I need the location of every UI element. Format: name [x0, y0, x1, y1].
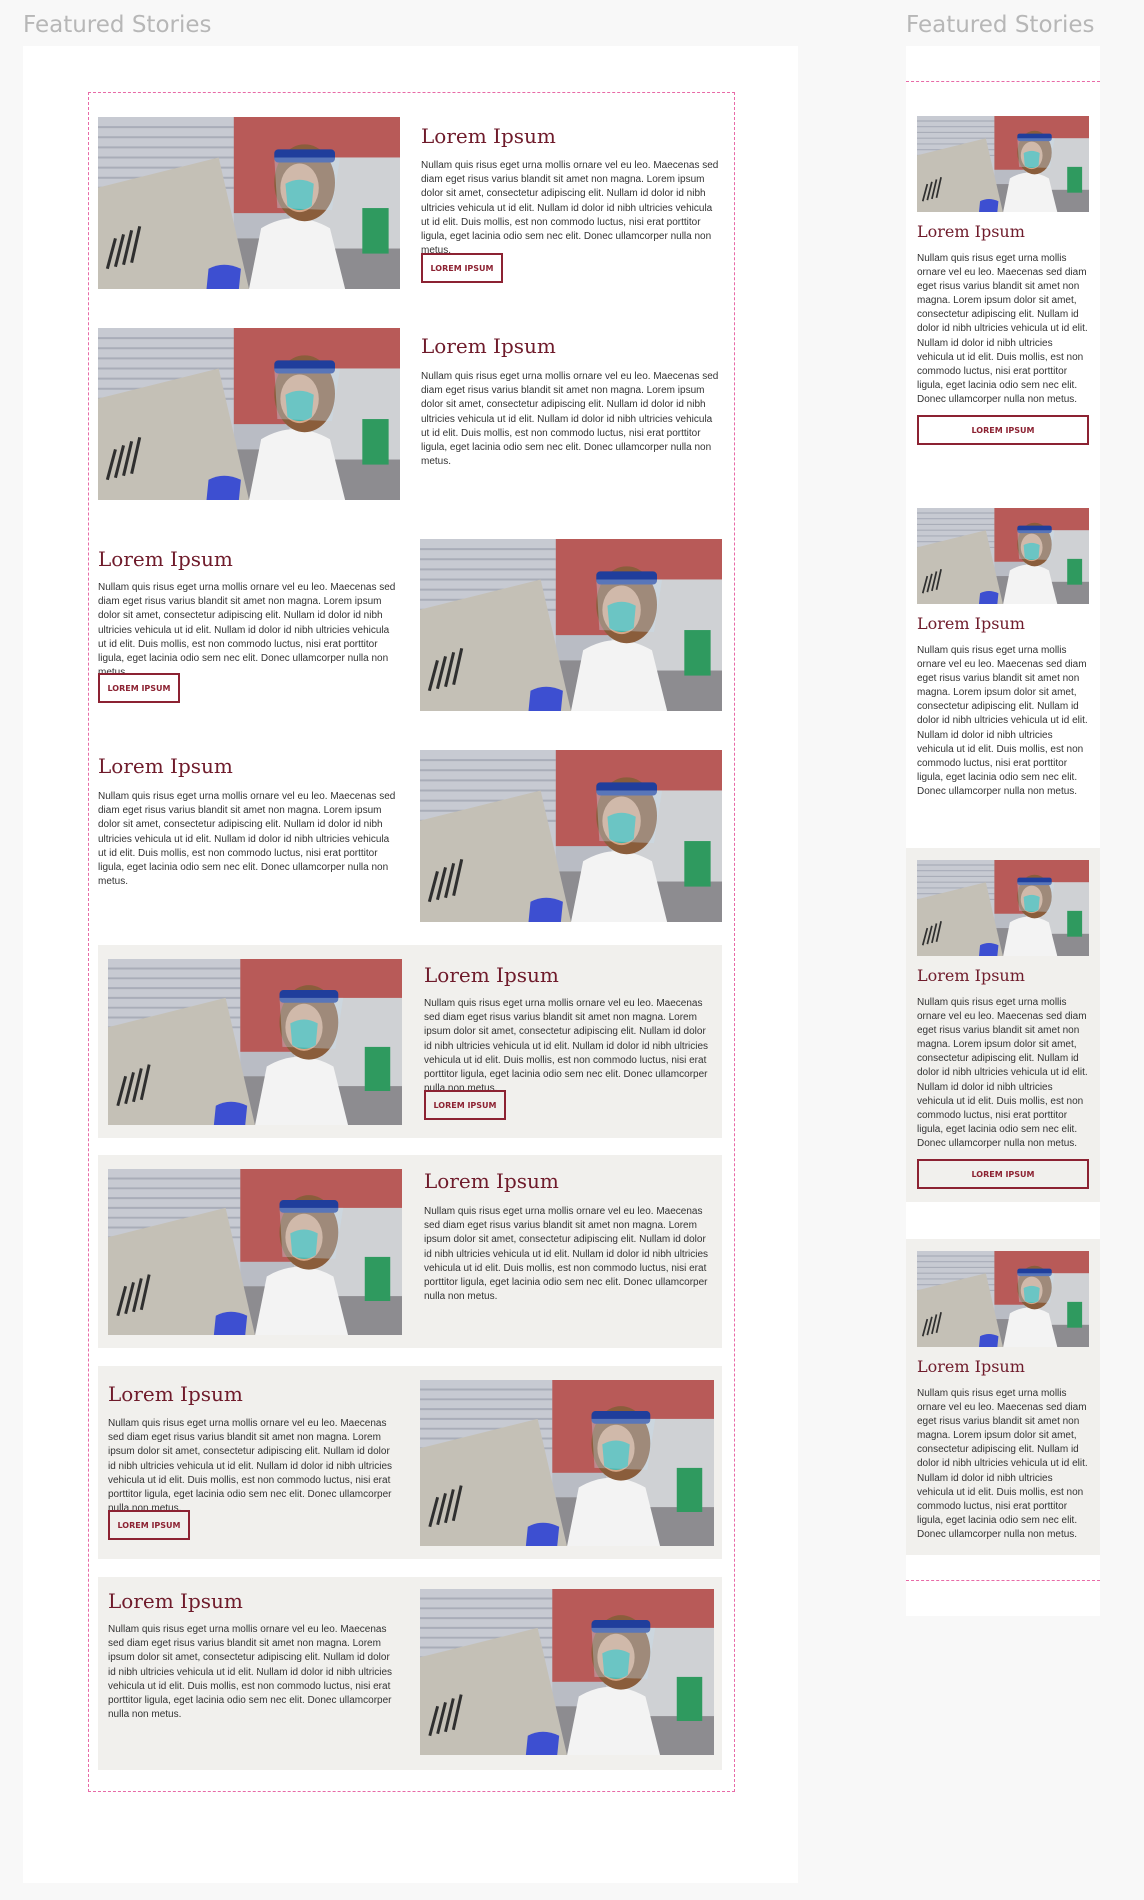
story-image [917, 860, 1089, 956]
story-body: Nullam quis risus eget urna mollis ornare vel eu leo. Maecenas sed diam eget risus varius blandit sit amet non magna. Lorem ipsum dolor sit amet, consectetur adipiscing elit. Nullam id dolor id nibh ultricies vehicula ut id elit. Nullam id dolor id nibh ultricies vehicula ut id elit. Duis mollis, est non commodo luctus, nisi erat porttitor ligula, eget lacinia odio sem nec elit. Donec ullamcorper nulla non metus. [421, 160, 719, 257]
story-body: Nullam quis risus eget urna mollis ornare vel eu leo. Maecenas sed diam eget risus varius blandit sit amet non magna. Lorem ipsum dolor sit amet, consectetur adipiscing elit. Nullam id dolor id nibh ultricies vehicula ut id elit. Nullam id dolor id nibh ultricies vehicula ut id elit. Duis mollis, est non commodo luctus, nisi erat porttitor ligula, eget lacinia odio sem nec elit. Donec ullamcorper nulla non metus. [917, 645, 1088, 797]
story-image [917, 508, 1089, 604]
story-title: Lorem Ipsum [424, 963, 559, 987]
story-image [420, 539, 722, 711]
story-body: Nullam quis risus eget urna mollis ornare vel eu leo. Maecenas sed diam eget risus varius blandit sit amet non magna. Lorem ipsum dolor sit amet, consectetur adipiscing elit. Nullam id dolor id nibh ultricies vehicula ut id elit. Nullam id dolor id nibh ultricies vehicula ut id elit. Duis mollis, est non commodo luctus, nisi erat porttitor ligula, eget lacinia odio sem nec elit. Donec ullamcorper nulla non metus. [108, 1624, 393, 1721]
story-image [420, 1380, 714, 1546]
story-cta-button[interactable]: LOREM IPSUM [424, 1090, 506, 1120]
story-title: Lorem Ipsum [108, 1382, 243, 1406]
mobile-frame-title: Featured Stories [906, 12, 1095, 38]
story-card [906, 116, 1100, 446]
story-card [98, 750, 722, 922]
story-body: Nullam quis risus eget urna mollis ornare vel eu leo. Maecenas sed diam eget risus varius blandit sit amet non magna. Lorem ipsum dolor sit amet, consectetur adipiscing elit. Nullam id dolor id nibh ultricies vehicula ut id elit. Nullam id dolor id nibh ultricies vehicula ut id elit. Duis mollis, est non commodo luctus, nisi erat porttitor ligula, eget lacinia odio sem nec elit. Donec ullamcorper nulla non metus. [108, 1418, 393, 1515]
story-image [108, 959, 402, 1125]
story-card-shaded [98, 945, 722, 1138]
story-title: Lorem Ipsum [421, 334, 556, 358]
story-image [108, 1169, 402, 1335]
story-cta-button[interactable]: LOREM IPSUM [98, 673, 180, 703]
story-title: Lorem Ipsum [424, 1169, 559, 1193]
story-cta-button[interactable]: LOREM IPSUM [917, 1159, 1089, 1189]
story-title: Lorem Ipsum [917, 966, 1025, 985]
story-title: Lorem Ipsum [98, 547, 233, 571]
story-cta-button[interactable]: LOREM IPSUM [108, 1510, 190, 1540]
mobile-bottom-guide [906, 1580, 1100, 1581]
story-title: Lorem Ipsum [108, 1589, 243, 1613]
story-body: Nullam quis risus eget urna mollis ornare vel eu leo. Maecenas sed diam eget risus varius blandit sit amet non magna. Lorem ipsum dolor sit amet, consectetur adipiscing elit. Nullam id dolor id nibh ultricies vehicula ut id elit. Nullam id dolor id nibh ultricies vehicula ut id elit. Duis mollis, est non commodo luctus, nisi erat porttitor ligula, eget lacinia odio sem nec elit. Donec ullamcorper nulla non metus. [917, 1388, 1088, 1540]
story-image [98, 328, 400, 500]
story-card-shaded [98, 1155, 722, 1348]
story-body: Nullam quis risus eget urna mollis ornare vel eu leo. Maecenas sed diam eget risus varius blandit sit amet non magna. Lorem ipsum dolor sit amet, consectetur adipiscing elit. Nullam id dolor id nibh ultricies vehicula ut id elit. Nullam id dolor id nibh ultricies vehicula ut id elit. Duis mollis, est non commodo luctus, nisi erat porttitor ligula, eget lacinia odio sem nec elit. Donec ullamcorper nulla non metus. [424, 998, 709, 1095]
story-title: Lorem Ipsum [917, 1357, 1025, 1376]
story-title: Lorem Ipsum [917, 614, 1025, 633]
story-image [420, 750, 722, 922]
story-body: Nullam quis risus eget urna mollis ornare vel eu leo. Maecenas sed diam eget risus varius blandit sit amet non magna. Lorem ipsum dolor sit amet, consectetur adipiscing elit. Nullam id dolor id nibh ultricies vehicula ut id elit. Nullam id dolor id nibh ultricies vehicula ut id elit. Duis mollis, est non commodo luctus, nisi erat porttitor ligula, eget lacinia odio sem nec elit. Donec ullamcorper nulla non metus. [424, 1206, 709, 1303]
desktop-frame-title: Featured Stories [23, 12, 212, 38]
story-body: Nullam quis risus eget urna mollis ornare vel eu leo. Maecenas sed diam eget risus varius blandit sit amet non magna. Lorem ipsum dolor sit amet, consectetur adipiscing elit. Nullam id dolor id nibh ultricies vehicula ut id elit. Nullam id dolor id nibh ultricies vehicula ut id elit. Duis mollis, est non commodo luctus, nisi erat porttitor ligula, eget lacinia odio sem nec elit. Donec ullamcorper nulla non metus. [98, 582, 396, 679]
story-cta-button[interactable]: LOREM IPSUM [421, 253, 503, 283]
story-card-shaded [98, 1366, 722, 1559]
story-body: Nullam quis risus eget urna mollis ornare vel eu leo. Maecenas sed diam eget risus varius blandit sit amet non magna. Lorem ipsum dolor sit amet, consectetur adipiscing elit. Nullam id dolor id nibh ultricies vehicula ut id elit. Nullam id dolor id nibh ultricies vehicula ut id elit. Duis mollis, est non commodo luctus, nisi erat porttitor ligula, eget lacinia odio sem nec elit. Donec ullamcorper nulla non metus. [917, 253, 1088, 405]
story-card [98, 539, 722, 711]
story-card [98, 328, 722, 500]
story-image [917, 116, 1089, 212]
story-card [98, 117, 722, 289]
story-cta-button[interactable]: LOREM IPSUM [917, 415, 1089, 445]
story-body: Nullam quis risus eget urna mollis ornare vel eu leo. Maecenas sed diam eget risus varius blandit sit amet non magna. Lorem ipsum dolor sit amet, consectetur adipiscing elit. Nullam id dolor id nibh ultricies vehicula ut id elit. Nullam id dolor id nibh ultricies vehicula ut id elit. Duis mollis, est non commodo luctus, nisi erat porttitor ligula, eget lacinia odio sem nec elit. Donec ullamcorper nulla non metus. [98, 791, 396, 888]
story-image [420, 1589, 714, 1755]
story-image [917, 1251, 1089, 1347]
story-body: Nullam quis risus eget urna mollis ornare vel eu leo. Maecenas sed diam eget risus varius blandit sit amet non magna. Lorem ipsum dolor sit amet, consectetur adipiscing elit. Nullam id dolor id nibh ultricies vehicula ut id elit. Nullam id dolor id nibh ultricies vehicula ut id elit. Duis mollis, est non commodo luctus, nisi erat porttitor ligula, eget lacinia odio sem nec elit. Donec ullamcorper nulla non metus. [917, 997, 1088, 1149]
story-image [98, 117, 400, 289]
story-card-shaded [98, 1577, 722, 1770]
story-title: Lorem Ipsum [421, 124, 556, 148]
story-card-shaded [906, 1239, 1100, 1555]
story-title: Lorem Ipsum [917, 222, 1025, 241]
story-card-shaded [906, 848, 1100, 1202]
story-card [906, 508, 1100, 798]
story-title: Lorem Ipsum [98, 754, 233, 778]
mobile-top-guide [906, 81, 1100, 82]
story-body: Nullam quis risus eget urna mollis ornare vel eu leo. Maecenas sed diam eget risus varius blandit sit amet non magna. Lorem ipsum dolor sit amet, consectetur adipiscing elit. Nullam id dolor id nibh ultricies vehicula ut id elit. Nullam id dolor id nibh ultricies vehicula ut id elit. Duis mollis, est non commodo luctus, nisi erat porttitor ligula, eget lacinia odio sem nec elit. Donec ullamcorper nulla non metus. [421, 371, 719, 468]
